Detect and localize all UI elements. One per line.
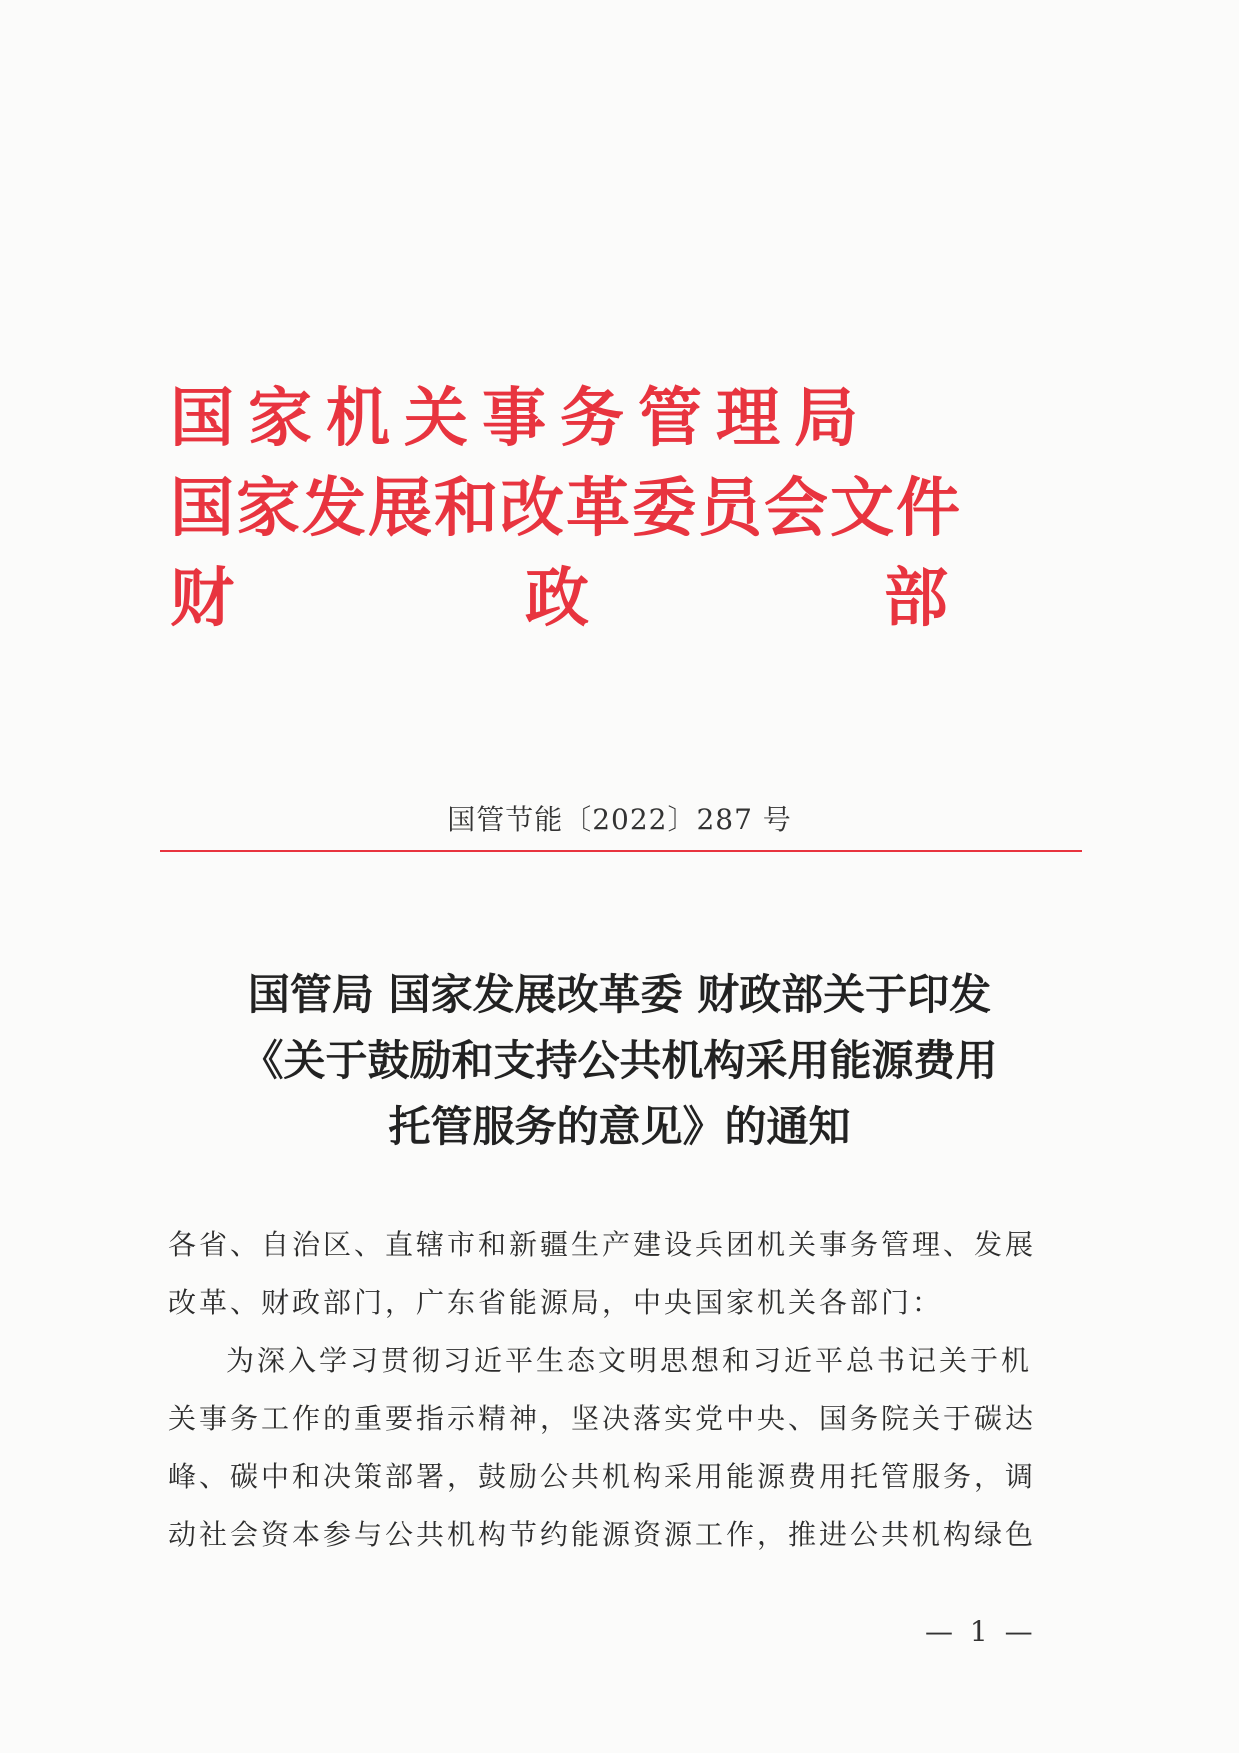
paragraph-line: 动社会资本参与公共机构节约能源资源工作，推进公共机构绿色: [168, 1518, 1037, 1551]
page-number: — 1 —: [925, 1615, 1037, 1648]
issuing-organ-3-char: 财: [170, 561, 234, 636]
issuing-organ-3-char: 部: [884, 561, 948, 636]
document-number: 国管节能〔2022〕287 号: [447, 803, 792, 836]
issuing-organ-1: 国家机关事务管理局: [170, 381, 872, 456]
addressee-line: 改革、财政部门，广东省能源局，中央国家机关各部门：: [168, 1286, 944, 1319]
issuing-organ-2: 国家发展和改革委员会文件: [170, 471, 962, 546]
document-body: [168, 1216, 1088, 1564]
paragraph-line: 关事务工作的重要指示精神，坚决落实党中央、国务院关于碳达: [168, 1402, 1037, 1435]
issuing-organs-header: [170, 376, 1090, 642]
addressee-line: 各省、自治区、直辖市和新疆生产建设兵团机关事务管理、发展: [168, 1228, 1037, 1261]
issuing-organ-3: [170, 556, 1090, 642]
title-line: 国管局 国家发展改革委 财政部关于印发: [247, 970, 992, 1019]
paragraph-line: 峰、碳中和决策部署，鼓励公共机构采用能源费用托管服务，调: [168, 1460, 1037, 1493]
paragraph-line: 为深入学习贯彻习近平生态文明思想和习近平总书记关于机: [226, 1344, 1033, 1377]
title-line: 《关于鼓励和支持公共机构采用能源费用: [241, 1036, 998, 1085]
document-title: [0, 962, 1239, 1160]
issuing-organ-3-char: 政: [525, 561, 589, 636]
red-divider-rule: [160, 850, 1082, 852]
title-line: 托管服务的意见》的通知: [388, 1102, 851, 1151]
